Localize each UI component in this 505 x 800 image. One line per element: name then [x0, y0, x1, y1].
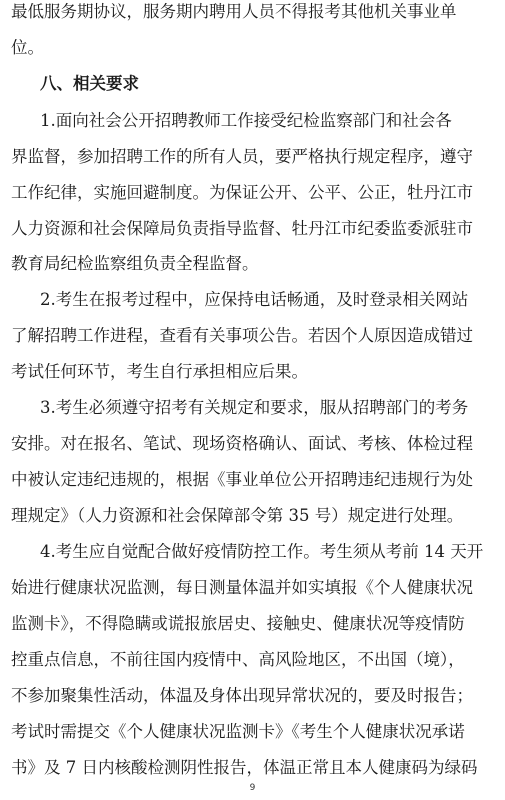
paragraph-first-line: 1.面向社会公开招聘教师工作接受纪检监察部门和社会各: [40, 111, 452, 130]
body-text-line: 安排。对在报名、笔试、现场资格确认、面试、考核、体检过程: [11, 434, 473, 453]
body-text-line: 控重点信息，不前往国内疫情中、高风险地区，不出国（境），: [11, 650, 465, 669]
body-text-line: 中被认定违纪违规的，根据《事业单位公开招聘违纪违规行为处: [11, 470, 473, 489]
body-text-line: 书》及 7 日内核酸检测阴性报告，体温正常且本人健康码为绿码: [11, 758, 478, 777]
body-text-line: 教育局纪检监察组负责全程监督。: [11, 254, 259, 273]
body-text-line: 最低服务期协议，服务期内聘用人员不得报考其他机关事业单: [11, 2, 457, 21]
section-heading: 八、相关要求: [40, 74, 139, 93]
body-text-line: 界监督，参加招聘工作的所有人员，要严格执行规定程序，遵守: [11, 147, 473, 166]
body-text-line: 始进行健康状况监测，每日测量体温并如实填报《个人健康状况: [11, 578, 473, 597]
body-text-line: 工作纪律，实施回避制度。为保证公开、公平、公正，牡丹江市: [11, 183, 473, 202]
body-text-line: 人力资源和社会保障局负责指导监督、牡丹江市纪委监委派驻市: [11, 219, 473, 238]
paragraph-first-line: 4.考生应自觉配合做好疫情防控工作。考生须从考前 14 天开: [40, 542, 484, 561]
body-text-line: 考试时需提交《个人健康状况监测卡》《考生个人健康状况承诺: [11, 722, 465, 741]
body-text-line: 位。: [11, 38, 44, 57]
paragraph-first-line: 2.考生在报考过程中，应保持电话畅通，及时登录相关网站: [40, 290, 469, 309]
body-text-line: 考试任何环节，考生自行承担相应后果。: [11, 362, 308, 381]
paragraph-first-line: 3.考生必须遵守招考有关规定和要求，服从招聘部门的考务: [40, 398, 469, 417]
body-text-line: 不参加聚集性活动，体温及身体出现异常状况的，要及时报告；: [11, 686, 473, 705]
body-text-line: 监测卡》，不得隐瞒或谎报旅居史、接触史、健康状况等疫情防: [11, 614, 465, 633]
page-number: 9: [249, 783, 256, 793]
body-text-line: 理规定》（人力资源和社会保障部令第 35 号）规定进行处理。: [11, 506, 464, 525]
body-text-line: 了解招聘工作进程，查看有关事项公告。若因个人原因造成错过: [11, 326, 473, 345]
